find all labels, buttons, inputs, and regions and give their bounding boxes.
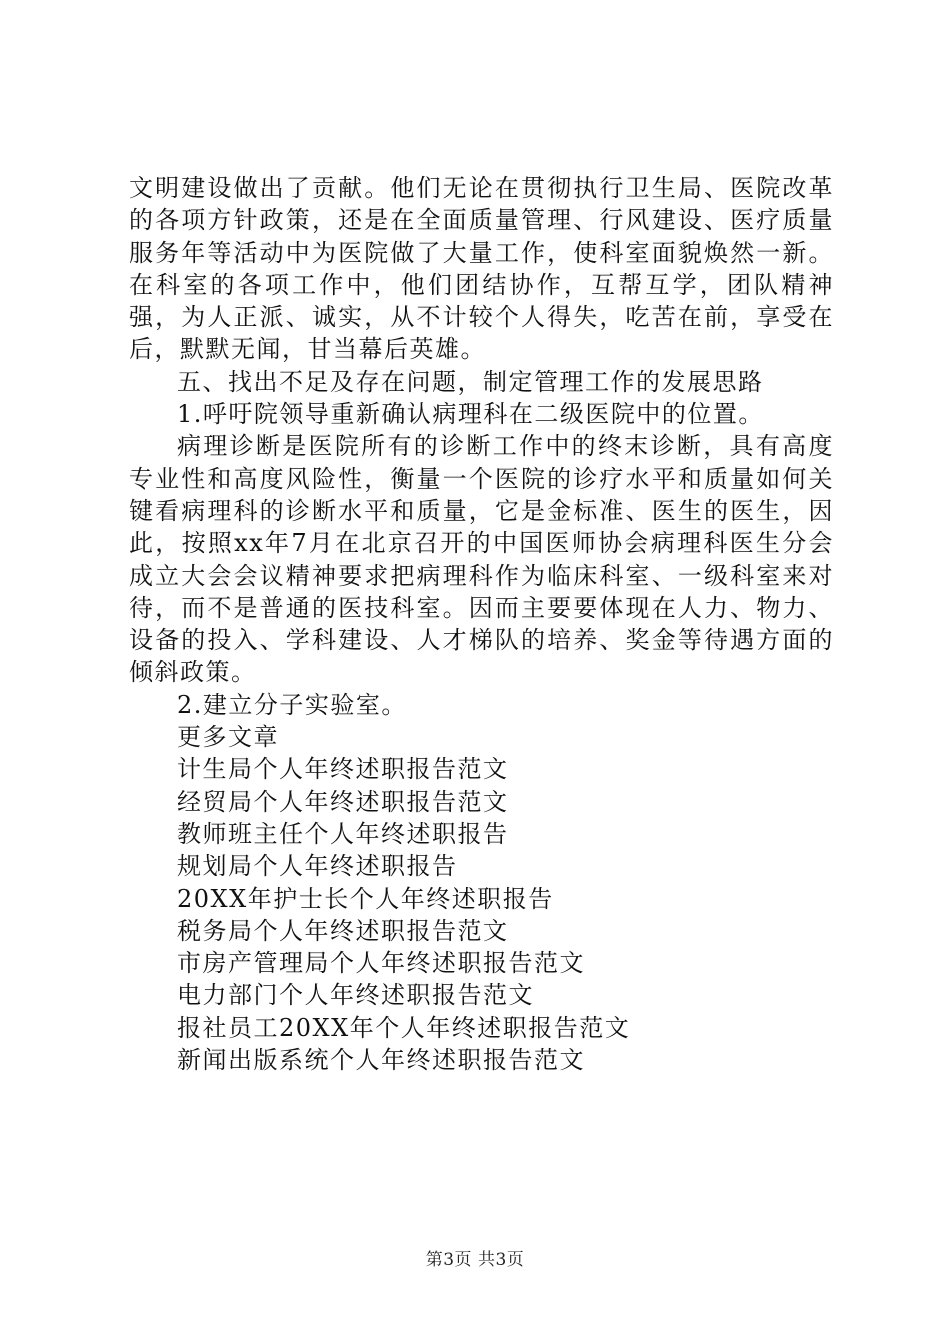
article-link[interactable]: 税务局个人年终述职报告范文 [177, 916, 509, 945]
more-articles-list [129, 753, 834, 1076]
article-link[interactable]: 报社员工20XX年个人年终述职报告范文 [177, 1013, 631, 1042]
article-link[interactable]: 20XX年护士长个人年终述职报告 [177, 884, 554, 913]
article-link[interactable]: 规划局个人年终述职报告 [177, 852, 458, 881]
more-articles-heading: 更多文章 [177, 723, 279, 752]
list-point-2: 2.建立分子实验室。 [177, 690, 407, 719]
paragraph-continuation: 文明建设做出了贡献。他们无论在贯彻执行卫生局、医院改革的各项方针政策，还是在全面质量管理、行风建设、医疗质量服务年等活动中为医院做了大量工作，使科室面貌焕然一新。在科室的各项工作中，他们团结协作，互帮互学，团队精神强，为人正派、诚实，从不计较个人得失，吃苦在前，享受在后，默默无闻，甘当幕后英雄。 [129, 174, 834, 364]
article-link[interactable]: 市房产管理局个人年终述职报告范文 [177, 949, 585, 978]
article-link[interactable]: 新闻出版系统个人年终述职报告范文 [177, 1046, 585, 1075]
article-link[interactable]: 经贸局个人年终述职报告范文 [177, 787, 509, 816]
section-heading: 五、找出不足及存在问题，制定管理工作的发展思路 [177, 367, 764, 396]
paragraph-pathology: 病理诊断是医院所有的诊断工作中的终末诊断，具有高度专业性和高度风险性，衡量一个医院的诊疗水平和质量如何关键看病理科的诊断水平和质量，它是金标准、医生的医生，因此，按照xx年7月在北京召开的中国医师协会病理科医生分会成立大会会议精神要求把病理科作为临床科室、一级科室来对待，而不是普通的医技科室。因而主要要体现在人力、物力、设备的投入、学科建设、人才梯队的培养、奖金等待遇方面的倾斜政策。 [129, 432, 834, 687]
list-point-1: 1.呼吁院领导重新确认病理科在二级医院中的位置。 [177, 400, 764, 429]
article-link[interactable]: 计生局个人年终述职报告范文 [177, 755, 509, 784]
article-link[interactable]: 教师班主任个人年终述职报告 [177, 819, 509, 848]
article-link[interactable]: 电力部门个人年终述职报告范文 [177, 981, 534, 1010]
page-number-footer: 第3页 共3页 [425, 1250, 525, 1270]
document-body [129, 172, 834, 1076]
